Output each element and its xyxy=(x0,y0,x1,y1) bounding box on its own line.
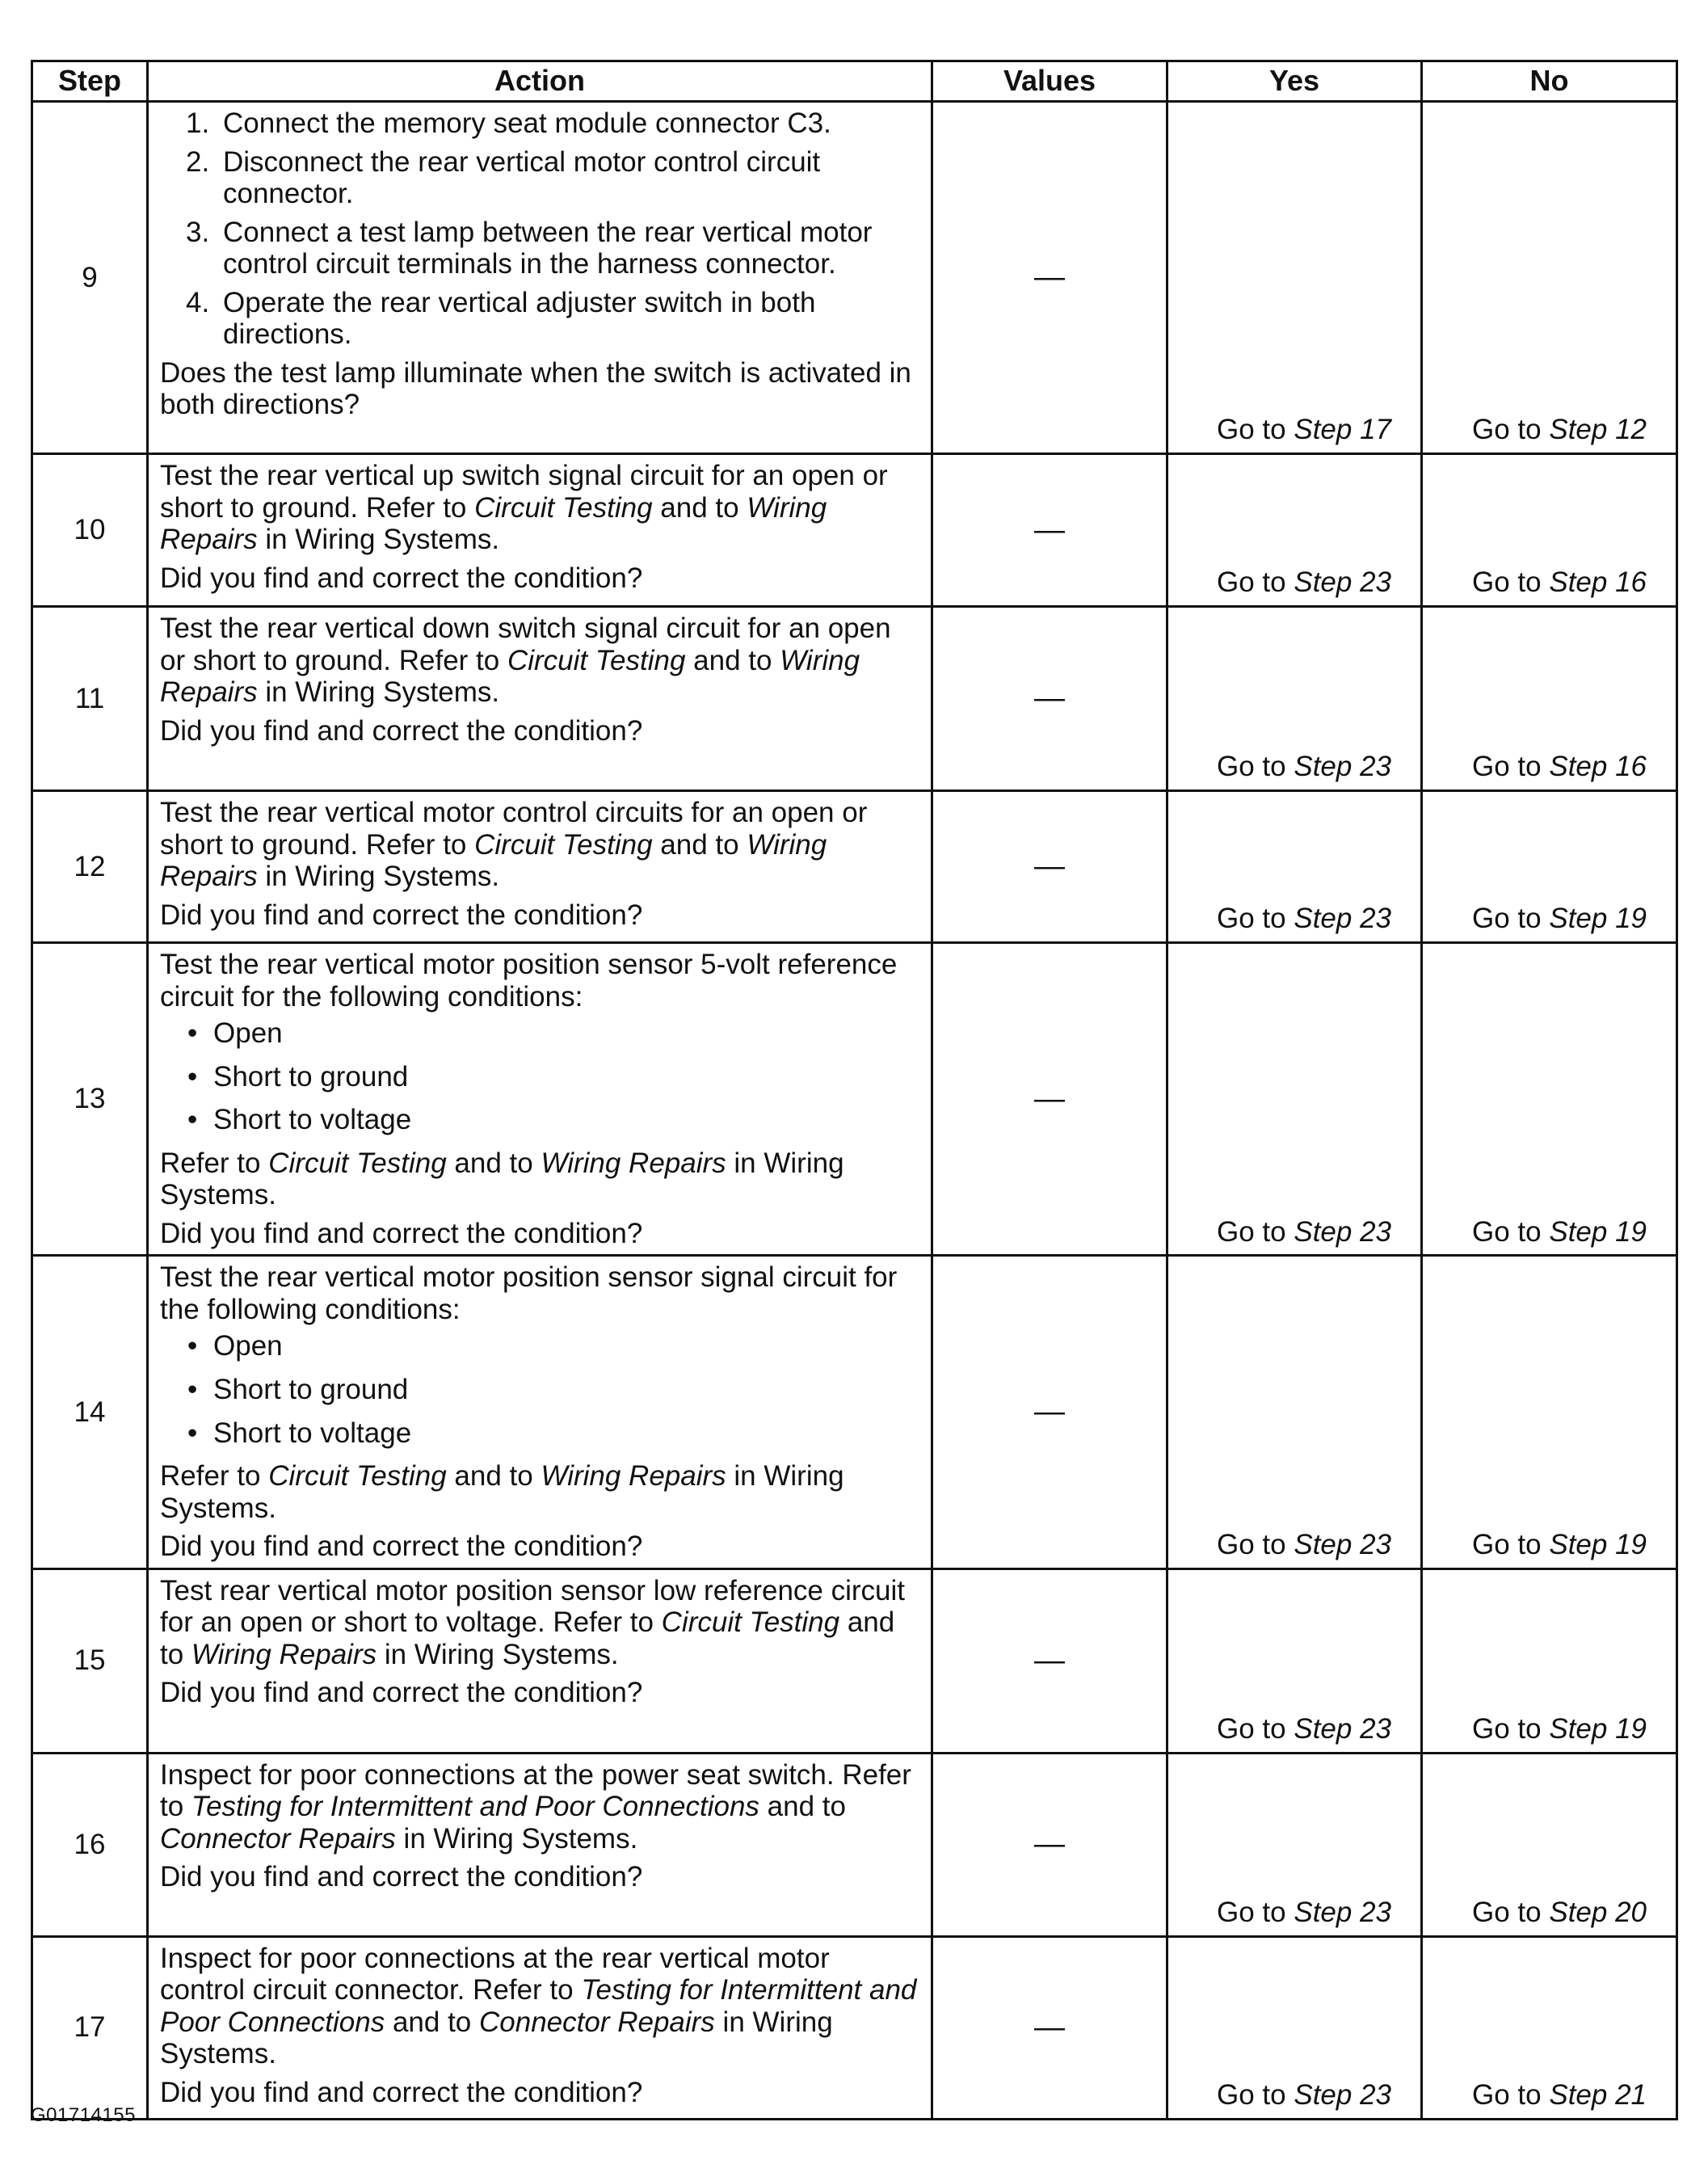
values-cell: — xyxy=(932,943,1167,1256)
values-cell: — xyxy=(932,1256,1167,1568)
action-cell xyxy=(148,102,932,454)
no-cell: Go to Step 19 xyxy=(1422,791,1677,943)
values-cell: — xyxy=(932,791,1167,943)
yes-cell: Go to Step 23 xyxy=(1167,791,1422,943)
figure-id: G01714155 xyxy=(31,2104,136,2126)
refer-text: Refer to Circuit Testing and to Wiring Repairs in Wiring Systems. xyxy=(160,1460,844,1524)
question-text: Did you find and correct the condition? xyxy=(160,1530,643,1563)
list-item: • Open xyxy=(187,1017,283,1050)
yes-cell: Go to Step 23 xyxy=(1167,607,1422,791)
table-row xyxy=(32,102,1677,454)
question-text: Did you find and correct the condition? xyxy=(160,1677,643,1709)
no-cell: Go to Step 12 xyxy=(1422,102,1677,454)
refer-text: Refer to Circuit Testing and to Wiring Repairs in Wiring Systems. xyxy=(160,1147,844,1211)
action-cell xyxy=(148,1753,932,1936)
no-cell: Go to Step 19 xyxy=(1422,1568,1677,1753)
step-number: 11 xyxy=(32,607,148,791)
question-text: Did you find and correct the condition? xyxy=(160,1217,643,1249)
action-text: Test the rear vertical motor control circuits for an open or short to ground. Refer to Circuit Testing and to Wiring Repairs in Wiring Systems. xyxy=(160,797,868,893)
step-number: 13 xyxy=(32,943,148,1256)
no-cell: Go to Step 16 xyxy=(1422,454,1677,607)
header-values: Values xyxy=(932,61,1167,102)
table-row xyxy=(32,1753,1677,1936)
action-cell xyxy=(148,791,932,943)
action-text: Test the rear vertical up switch signal circuit for an open or short to ground. Refer to Circuit Testing and to Wiring Repairs in Wiring Systems. xyxy=(160,460,888,556)
action-text: Inspect for poor connections at the power seat switch. Refer to Testing for Intermittent and Poor Connections and to Connector Repairs in Wiring Systems. xyxy=(160,1758,911,1855)
yes-cell: Go to Step 23 xyxy=(1167,943,1422,1256)
header-action: Action xyxy=(148,61,932,102)
action-text: Test rear vertical motor position sensor low reference circuit for an open or short to voltage. Refer to Circuit Testing and to Wiring Repairs in Wiring Systems. xyxy=(160,1574,906,1670)
question-text: Did you find and correct the condition? xyxy=(160,1861,643,1893)
values-cell: — xyxy=(932,1936,1167,2119)
step-number: 9 xyxy=(32,102,148,454)
action-cell xyxy=(148,1256,932,1568)
numbered-list xyxy=(160,107,919,351)
question-text: Did you find and correct the condition? xyxy=(160,562,643,594)
values-cell: — xyxy=(932,454,1167,607)
table-row xyxy=(32,607,1677,791)
condition-list xyxy=(160,1017,919,1136)
list-item: • Short to voltage xyxy=(187,1417,412,1449)
step-number: 17 xyxy=(32,1936,148,2119)
action-cell xyxy=(148,454,932,607)
diagnostic-table xyxy=(31,60,1678,2120)
question-text: Did you find and correct the condition? xyxy=(160,2076,643,2108)
yes-cell: Go to Step 23 xyxy=(1167,454,1422,607)
step-number: 14 xyxy=(32,1256,148,1568)
action-intro: Test the rear vertical motor position sensor 5-volt reference circuit for the following conditions: xyxy=(160,949,898,1013)
yes-cell: Go to Step 17 xyxy=(1167,102,1422,454)
step-number: 12 xyxy=(32,791,148,943)
no-cell: Go to Step 20 xyxy=(1422,1753,1677,1936)
yes-cell: Go to Step 23 xyxy=(1167,1568,1422,1753)
values-cell: — xyxy=(932,1753,1167,1936)
action-intro: Test the rear vertical motor position sensor signal circuit for the following conditions: xyxy=(160,1261,898,1325)
action-cell xyxy=(148,943,932,1256)
header-no: No xyxy=(1422,61,1677,102)
table-row xyxy=(32,943,1677,1256)
table-row xyxy=(32,454,1677,607)
step-number: 10 xyxy=(32,454,148,607)
condition-list xyxy=(160,1330,919,1449)
values-cell: — xyxy=(932,102,1167,454)
table-row xyxy=(32,1936,1677,2119)
action-cell xyxy=(148,1936,932,2119)
question-text: Did you find and correct the condition? xyxy=(160,714,643,747)
no-cell: Go to Step 21 xyxy=(1422,1936,1677,2119)
values-cell: — xyxy=(932,1568,1167,1753)
table-row xyxy=(32,1568,1677,1753)
list-item: • Short to voltage xyxy=(187,1104,412,1136)
step-number: 16 xyxy=(32,1753,148,1936)
no-cell: Go to Step 19 xyxy=(1422,1256,1677,1568)
step-number: 15 xyxy=(32,1568,148,1753)
yes-cell: Go to Step 23 xyxy=(1167,1753,1422,1936)
action-text: Test the rear vertical down switch signal circuit for an open or short to ground. Refer to Circuit Testing and to Wiring Repairs in Wiring Systems. xyxy=(160,613,891,709)
action-cell xyxy=(148,1568,932,1753)
question-text: Did you find and correct the condition? xyxy=(160,899,643,931)
list-item: 2. Disconnect the rear vertical motor control circuit connector. xyxy=(186,145,821,210)
header-row xyxy=(32,61,1677,102)
no-cell: Go to Step 19 xyxy=(1422,943,1677,1256)
action-text: Inspect for poor connections at the rear vertical motor control circuit connector. Refer to Testing for Intermittent and Poor Connections and to Connector Repairs in Wiring Systems. xyxy=(160,1942,917,2070)
list-item: • Open xyxy=(187,1330,283,1362)
header-step: Step xyxy=(32,61,148,102)
list-item: 4. Operate the rear vertical adjuster switch in both directions. xyxy=(186,286,816,351)
table-row xyxy=(32,1256,1677,1568)
no-cell: Go to Step 16 xyxy=(1422,607,1677,791)
list-item: • Short to ground xyxy=(187,1060,409,1093)
yes-cell: Go to Step 23 xyxy=(1167,1936,1422,2119)
table-row xyxy=(32,791,1677,943)
action-cell xyxy=(148,607,932,791)
header-yes: Yes xyxy=(1167,61,1422,102)
yes-cell: Go to Step 23 xyxy=(1167,1256,1422,1568)
question-text: Does the test lamp illuminate when the switch is activated in both directions? xyxy=(160,356,911,421)
list-item: 1. Connect the memory seat module connector C3. xyxy=(186,107,831,139)
list-item: 3. Connect a test lamp between the rear vertical motor control circuit terminals in the harness connector. xyxy=(186,216,873,280)
list-item: • Short to ground xyxy=(187,1374,409,1406)
values-cell: — xyxy=(932,607,1167,791)
